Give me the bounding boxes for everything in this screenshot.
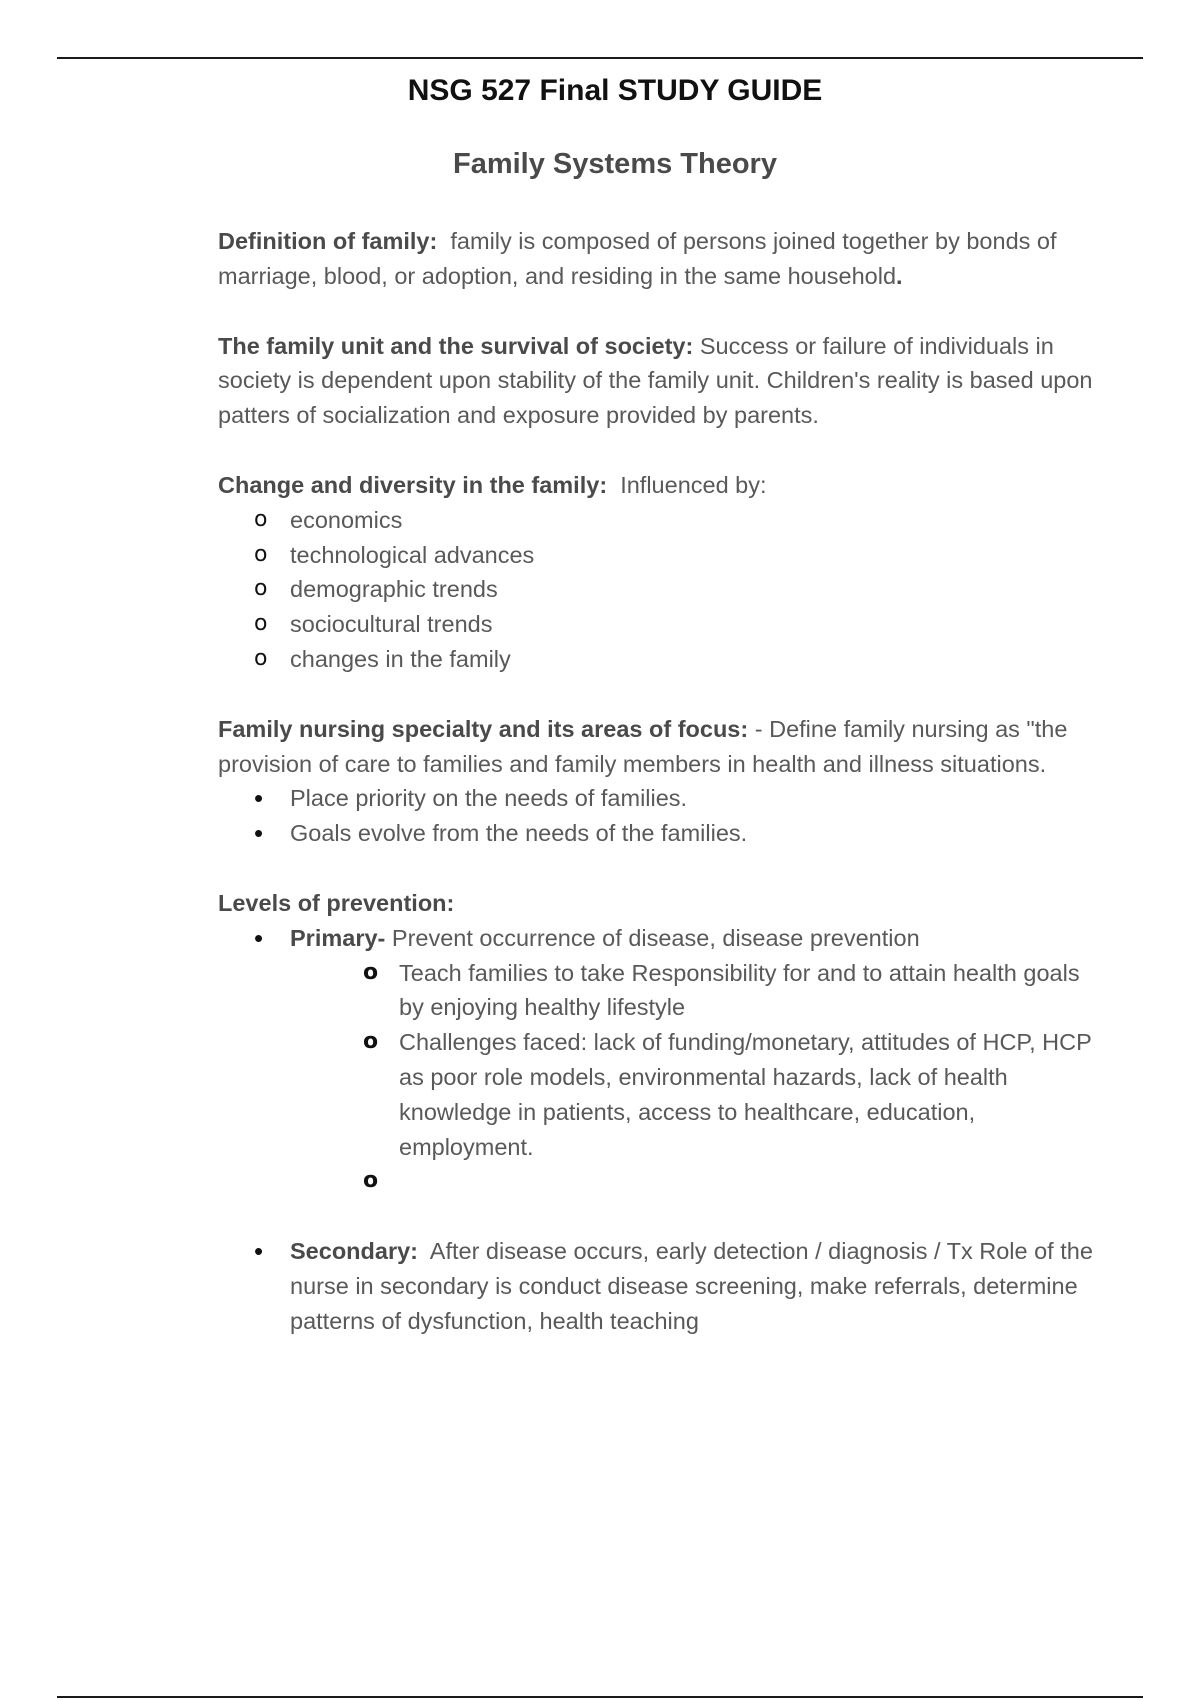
list-item-text: technological advances	[290, 541, 535, 568]
definition-paragraph	[218, 224, 1098, 294]
change-list	[218, 503, 1098, 677]
survival-paragraph	[218, 329, 1098, 433]
list-item-text: changes in the family	[290, 645, 511, 672]
list-item	[218, 503, 1098, 538]
specialty-list	[218, 781, 1098, 851]
circle-bullet-icon: o	[254, 506, 268, 532]
survival-text: Success or failure of individuals in society is dependent upon stability of the family unit. Children's reality is based upon patters of socialization and exposure provided by parents.	[218, 332, 1093, 429]
list-item	[218, 607, 1098, 642]
list-item-text: economics	[290, 506, 403, 533]
definition-text: family is composed of persons joined together by bonds of marriage, blood, or adoption, and residing in the same household	[218, 228, 1057, 289]
list-item-text: sociocultural trends	[290, 611, 493, 638]
change-text: Influenced by:	[620, 471, 767, 498]
circle-bullet-icon: o	[254, 645, 268, 671]
list-item-text: demographic trends	[290, 576, 498, 603]
document-title: NSG 527 Final STUDY GUIDE	[407, 74, 823, 107]
specialty-label: Family nursing specialty and its areas of focus:	[218, 715, 749, 742]
secondary-text: After disease occurs, early detection / diagnosis / Tx Role of the nurse in secondary is conduct disease screening, make referrals, determine patterns of dysfunction, health teaching	[290, 1238, 1093, 1334]
list-item-text: Place priority on the needs of families.	[290, 785, 688, 812]
list-item-text: Goals evolve from the needs of the families.	[290, 820, 748, 847]
prevention-secondary	[218, 1234, 1098, 1338]
prevention-list-secondary	[218, 1234, 1098, 1338]
list-item-text: Challenges faced: lack of funding/monetary, attitudes of HCP, HCP as poor role models, environmental hazards, lack of health knowledge in patients, access to healthcare, education, employment.	[399, 1029, 1092, 1160]
list-item	[363, 1025, 1098, 1164]
specialty-text: - Define family nursing as "the provision of care to families and family members in health and illness situations.	[218, 715, 1068, 777]
circle-bullet-icon: o	[363, 1168, 379, 1194]
prevention-label: Levels of prevention:	[218, 889, 455, 916]
bullet-icon: •	[254, 1236, 264, 1267]
change-paragraph	[218, 468, 1098, 503]
specialty-paragraph	[218, 712, 1098, 782]
primary-sublist	[363, 956, 1098, 1200]
top-rule	[57, 57, 1143, 59]
primary-label: Primary-	[290, 924, 386, 951]
bullet-icon: •	[254, 922, 264, 953]
bottom-rule	[57, 1696, 1143, 1698]
section-title: Family Systems Theory	[453, 148, 777, 180]
change-label: Change and diversity in the family:	[218, 471, 608, 498]
list-item	[218, 781, 1098, 816]
definition-end: .	[896, 262, 903, 289]
primary-text: Prevent occurrence of disease, disease prevention	[391, 924, 920, 951]
prevention-heading	[218, 886, 1098, 921]
circle-bullet-icon: o	[363, 959, 379, 985]
bullet-icon: •	[254, 818, 264, 849]
list-item	[218, 572, 1098, 607]
list-item	[218, 816, 1098, 851]
survival-label: The family unit and the survival of society:	[218, 332, 694, 359]
definition-label: Definition of family:	[218, 228, 438, 254]
empty-list-item	[363, 1164, 1098, 1199]
list-item	[218, 642, 1098, 677]
circle-bullet-icon: o	[254, 576, 268, 602]
secondary-label: Secondary:	[290, 1238, 418, 1265]
prevention-primary	[218, 921, 1098, 956]
bullet-icon: •	[254, 783, 264, 814]
circle-bullet-icon: o	[254, 541, 268, 567]
list-item	[363, 956, 1098, 1026]
list-item-text: Teach families to take Responsibility for and to attain health goals by enjoying healthy lifestyle	[399, 959, 1080, 1021]
circle-bullet-icon: o	[254, 611, 268, 637]
circle-bullet-icon: o	[363, 1029, 379, 1055]
prevention-list	[218, 921, 1098, 956]
list-item	[218, 538, 1098, 573]
document-body	[218, 224, 1098, 1339]
